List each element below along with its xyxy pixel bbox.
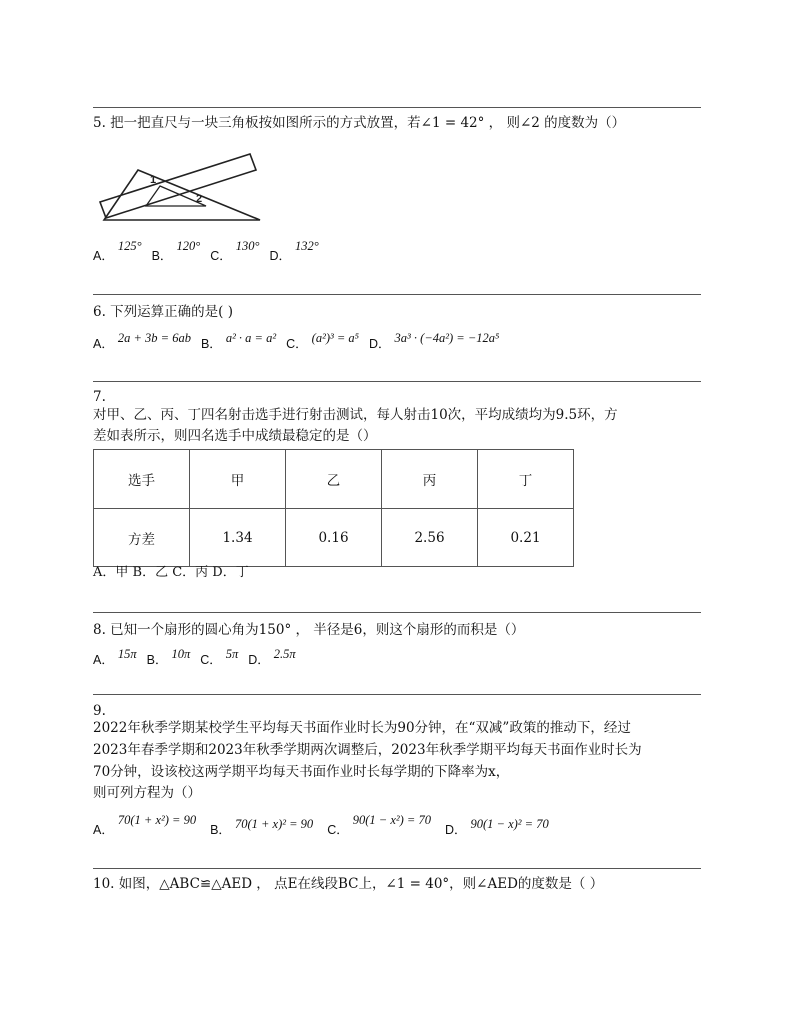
divider (93, 868, 701, 869)
table-header-row (94, 450, 574, 509)
q10-stem: 10. 如图，△ABC≌△AED ， 点E在线段BC上，∠1 = 40°，则∠AED的度数是（ ） (93, 876, 604, 892)
q6-option-d: D． 3a³ · (−4a²) = −12a⁵ (369, 331, 500, 351)
q8-option-d: D． 2.5π (248, 647, 296, 667)
q5-stem: 5. 把一把直尺与一块三角板按如图所示的方式放置，若∠1 = 42° ， 则∠2 的度数为（） (93, 115, 626, 131)
q6-option-b: B． a² · a = a² (200, 331, 277, 351)
q9-options (93, 813, 559, 838)
table-header-cell: 乙 (286, 450, 382, 509)
q6-option-c: C． (a²)³ = a⁵ (286, 331, 360, 351)
table-header-cell: 甲 (190, 450, 286, 509)
q7-line-1: 对甲、乙、丙、丁四名射击选手进行射击测试，每人射击10次，平均成绩均为9.5环，方 (93, 407, 618, 423)
divider (93, 107, 701, 108)
q9-option-c: C． 90(1 − x²) = 70 (327, 813, 431, 837)
angle-2-label: 2 (196, 193, 203, 205)
q9-number: 9. (93, 703, 106, 719)
q8-options (93, 647, 306, 668)
q6-option-a: A． 2a + 3b = 6ab (93, 331, 191, 351)
q9-line-3: 70分钟，设该校这两学期平均每天书面作业时长每学期的下降率为x， (93, 764, 510, 780)
q9-line-2: 2023年春季学期和2023年秋季学期两次调整后，2023年秋季学期平均每天书面作业时长为 (93, 742, 642, 758)
q6-stem: 6. 下列运算正确的是( ) (93, 304, 233, 320)
variance-table (93, 449, 574, 567)
table-cell: 2.56 (382, 509, 478, 567)
q5-option-a: A． 125° (93, 239, 142, 263)
q7-number: 7. (93, 389, 106, 405)
q9-option-b: B． 70(1 + x)² = 90 (210, 817, 314, 837)
divider (93, 612, 701, 613)
table-header-cell: 丁 (478, 450, 574, 509)
angle-1-label: 1 (150, 174, 157, 186)
q5-option-b: B． 120° (151, 239, 201, 263)
q5-option-d: D． 132° (269, 239, 319, 263)
divider (93, 381, 701, 382)
q9-line-4: 则可列方程为（） (93, 785, 201, 801)
table-header-cell: 丙 (382, 450, 478, 509)
q9-option-a: A． 70(1 + x²) = 90 (93, 813, 197, 837)
q8-stem: 8. 已知一个扇形的圆心角为150° ， 半径是6，则这个扇形的而积是（） (93, 622, 525, 638)
q9-line-1: 2022年秋季学期某校学生平均每天书面作业时长为90分钟，在“双减”政策的推动下，经过 (93, 720, 631, 736)
table-cell: 1.34 (190, 509, 286, 567)
divider (93, 694, 701, 695)
q8-option-c: C． 5π (200, 647, 239, 667)
table-cell: 0.16 (286, 509, 382, 567)
q6-options (93, 331, 509, 352)
q8-option-b: B． 10π (146, 647, 191, 667)
divider (93, 294, 701, 295)
q7-line-2: 差如表所示，则四名选手中成绩最稳定的是（） (93, 428, 377, 444)
q7-options: A．甲 B．乙 C．丙 D．丁 (93, 565, 249, 580)
q5-option-c: C． 130° (210, 239, 260, 263)
table-header-cell: 选手 (94, 450, 190, 509)
table-cell: 0.21 (478, 509, 574, 567)
q9-option-d: D． 90(1 − x)² = 70 (444, 817, 549, 837)
table-cell: 方差 (94, 509, 190, 567)
table-row (94, 509, 574, 567)
q5-options (93, 239, 329, 264)
q8-option-a: A． 15π (93, 647, 137, 667)
ruler-triangle-figure (98, 150, 263, 225)
